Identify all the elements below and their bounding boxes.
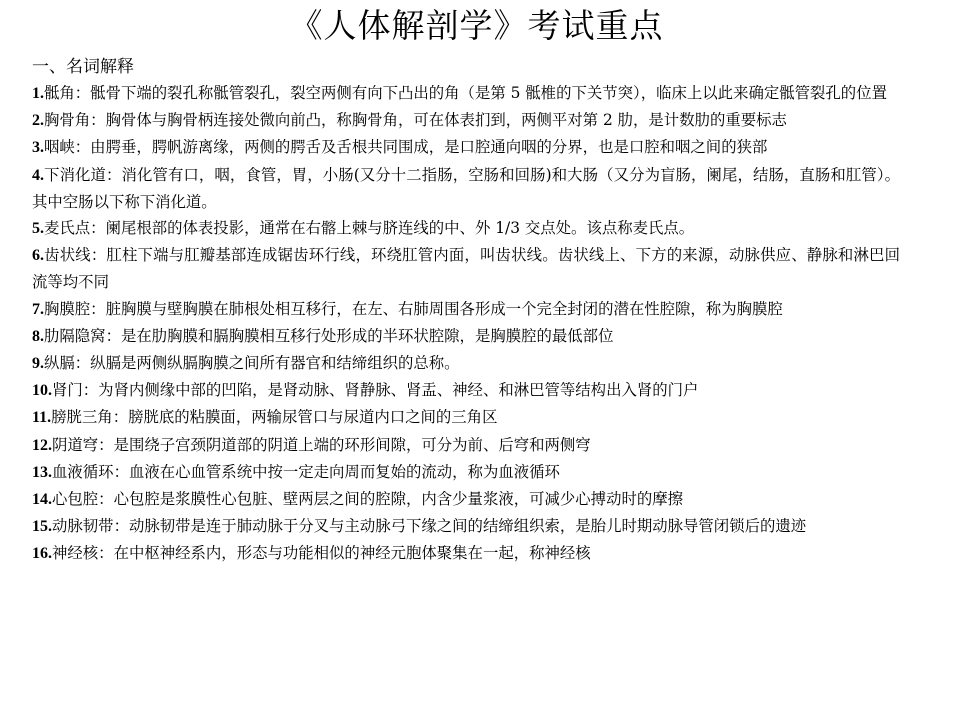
list-item: [32, 432, 900, 459]
list-item: [32, 242, 900, 295]
definition-list: [32, 80, 900, 568]
item-text: 肾门：为肾内侧缘中部的凹陷，是肾动脉、肾静脉、肾盂、神经、和淋巴管等结构出入肾的门户: [52, 381, 699, 400]
list-item: [32, 296, 900, 323]
item-number: 13.: [32, 463, 52, 481]
item-text: 心包腔：心包腔是浆膜性心包脏、壁两层之间的腔隙，内含少量浆液，可减少心搏动时的摩擦: [52, 490, 684, 509]
item-number: 9.: [32, 355, 44, 373]
list-item: [32, 134, 900, 161]
item-text: 纵膈：纵膈是两侧纵膈胸膜之间所有器官和结缔组织的总称。: [44, 354, 460, 373]
item-number: 14.: [32, 491, 52, 509]
list-item: [32, 107, 900, 134]
item-text: 膀胱三角：膀胱底的粘膜面，两输尿管口与尿道内口之间的三角区: [51, 408, 498, 427]
item-text: 胸膜腔：脏胸膜与壁胸膜在肺根处相互移行，在左、右肺周围各形成一个完全封闭的潜在性腔隙，称为胸膜腔: [44, 299, 783, 318]
list-item: [32, 80, 900, 107]
list-item: [32, 486, 900, 513]
page-title: 《人体解剖学》考试重点: [289, 6, 664, 45]
item-number: 8.: [32, 327, 44, 345]
item-text: 动脉韧带：动脉韧带是连于肺动脉于分叉与主动脉弓下缘之间的结缔组织索，是胎儿时期动脉导管闭锁后的遗迹: [52, 517, 807, 536]
item-text: 麦氏点：阑尾根部的体表投影，通常在右髂上棘与脐连线的中、外 1/3 交点处。该点称麦氏点。: [44, 219, 695, 238]
item-text: 血液循环：血液在心血管系统中按一定走向周而复始的流动，称为血液循环: [52, 462, 560, 481]
list-item: [32, 215, 900, 242]
list-item: [32, 323, 900, 350]
item-text: 齿状线：肛柱下端与肛瓣基部连成锯齿环行线，环绕肛管内面，叫齿状线。齿状线上、下方的来源，动脉供应、静脉和淋巴回流等均不同: [32, 246, 900, 292]
item-number: 2.: [32, 112, 44, 130]
item-number: 7.: [32, 300, 44, 318]
list-item: [32, 513, 900, 540]
list-item: [32, 162, 900, 215]
item-number: 10.: [32, 382, 52, 400]
item-number: 15.: [32, 518, 52, 536]
item-text: 骶角：骶骨下端的裂孔称骶管裂孔，裂空两侧有向下凸出的角（是第 5 骶椎的下关节突），临床上以此来确定骶管裂孔的位置: [44, 84, 887, 102]
item-text: 阴道穹：是围绕子宫颈阴道部的阴道上端的环形间隙，可分为前、后穹和两侧穹: [52, 435, 591, 454]
item-number: 3.: [32, 139, 44, 157]
item-number: 6.: [32, 247, 44, 265]
item-number: 16.: [32, 545, 52, 563]
list-item: [32, 377, 900, 404]
section-heading: 一、名词解释: [32, 57, 134, 77]
item-text: 胸骨角：胸骨体与胸骨柄连接处微向前凸，称胸骨角，可在体表扪到，两侧平对第 2 肋，是计数肋的重要标志: [44, 111, 787, 130]
item-number: 4.: [32, 166, 44, 184]
list-item: [32, 350, 900, 377]
list-item: [32, 459, 900, 486]
item-text: 神经核：在中枢神经系内，形态与功能相似的神经元胞体聚集在一起，称神经核: [52, 544, 591, 563]
item-number: 1.: [32, 85, 44, 102]
item-text: 肋隔隐窝：是在肋胸膜和膈胸膜相互移行处形成的半环状腔隙，是胸膜腔的最低部位: [44, 326, 614, 345]
item-number: 5.: [32, 220, 44, 238]
list-item: [32, 540, 900, 567]
list-item: [32, 404, 900, 431]
item-text: 下消化道：消化管有口，咽，食管，胃，小肠(又分十二指肠，空肠和回肠)和大肠（又分为盲肠，阑尾，结肠，直肠和肛管）。其中空肠以下称下消化道。: [32, 165, 900, 211]
item-number: 12.: [32, 436, 52, 454]
item-text: 咽峡：由腭垂，腭帆游离缘，两侧的腭舌及舌根共同围成，是口腔通向咽的分界，也是口腔和咽之间的狭部: [44, 138, 768, 157]
item-number: 11.: [32, 409, 52, 427]
